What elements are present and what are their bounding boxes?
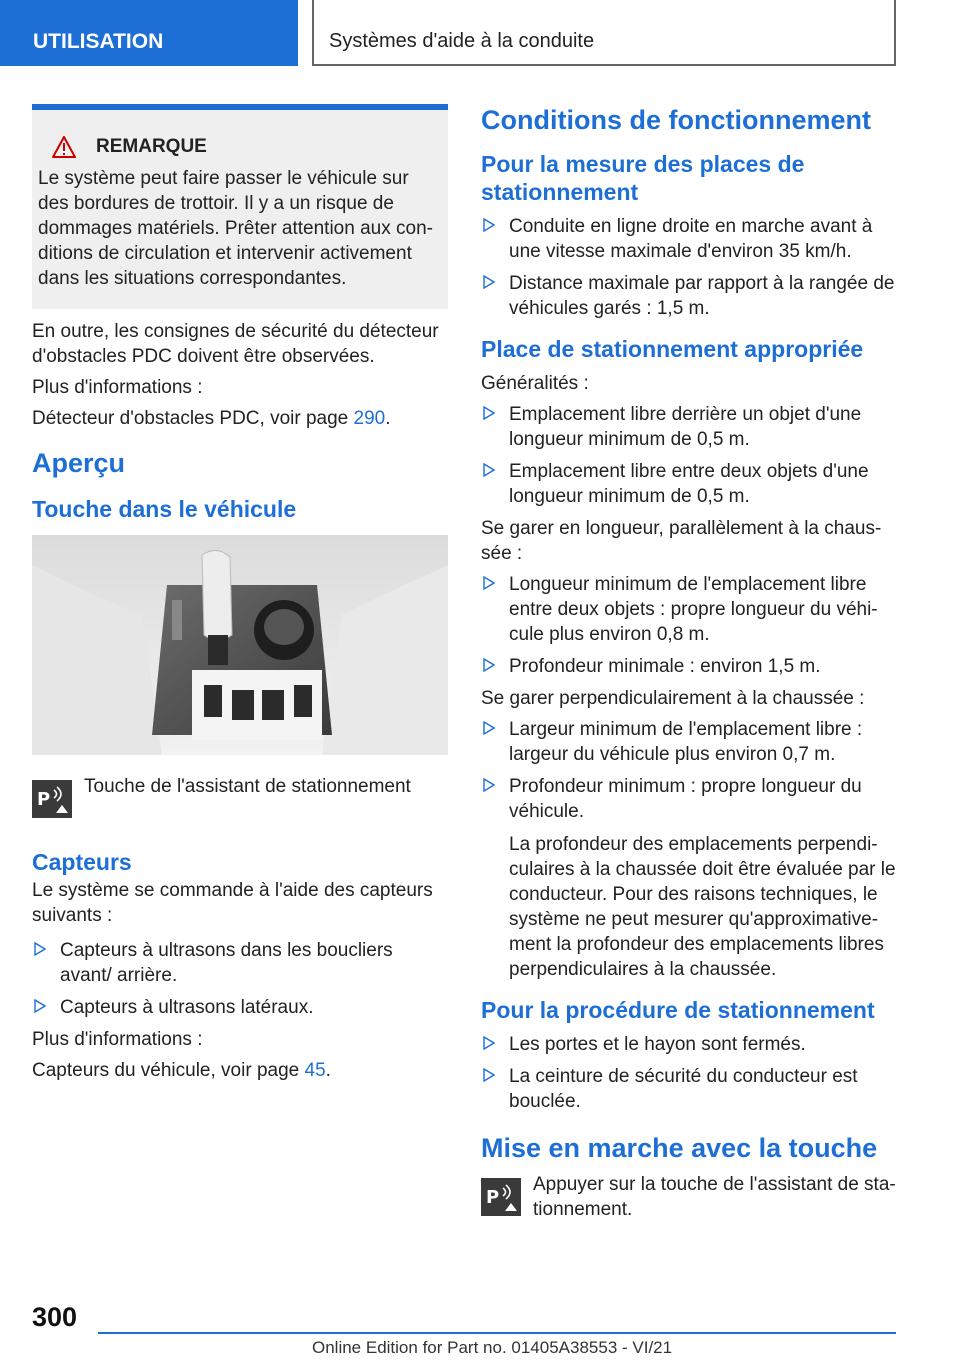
- procedure-list: [481, 1032, 896, 1114]
- list-item: [481, 214, 896, 264]
- sensors-list: [32, 938, 448, 1020]
- svg-text:P: P: [486, 1187, 500, 1208]
- sensors-intro: Le système se commande à l'aide des capteurs suivants :: [32, 880, 433, 926]
- page-header: [0, 0, 960, 66]
- list-item-text: Emplacement libre derrière un objet d'une longueur minimum de 0,5 m.: [509, 404, 862, 450]
- notice-header: [52, 136, 438, 158]
- bullet-triangle-icon: [483, 1036, 495, 1050]
- general-list: [481, 402, 896, 509]
- list-item: [481, 654, 896, 679]
- list-item: [32, 938, 448, 988]
- list-item: [481, 717, 896, 767]
- heading-start-with-button: Mise en marche avec la touche: [481, 1133, 878, 1163]
- bullet-triangle-icon: [483, 406, 495, 420]
- heading-suitable-space: Place de stationnement appropriée: [481, 336, 864, 362]
- list-item-text: Distance maximale par rapport à la rangée de véhicules garés : 1,5 m.: [509, 273, 895, 319]
- bullet-triangle-icon: [483, 218, 495, 232]
- heading-procedure: Pour la procédure de stationnement: [481, 997, 875, 1023]
- list-item-text: Capteurs à ultrasons latéraux.: [60, 997, 314, 1018]
- chapter-title: Systèmes d'aide à la conduite: [329, 30, 595, 52]
- list-item-text: Conduite en ligne droite en marche avant à une vitesse maximale d'environ 35 km/h.: [509, 216, 873, 262]
- perpendicular-label: Se garer perpendiculairement à la chaussée :: [481, 688, 865, 709]
- list-item: [481, 1032, 896, 1057]
- list-item-text: Profondeur minimum : propre longueur du véhicule.: [509, 776, 862, 822]
- bullet-triangle-icon: [483, 275, 495, 289]
- list-item-text: Profondeur minimale : environ 1,5 m.: [509, 656, 821, 677]
- button-caption-row: [32, 774, 448, 818]
- paragraph-more-info-2: Plus d'informations :: [32, 1029, 203, 1050]
- list-item: [481, 572, 896, 647]
- parking-assistant-icon: [481, 1178, 521, 1216]
- chapter-box: [312, 0, 896, 66]
- paragraph-safety: En outre, les consignes de sécurité du détecteur d'obstacles PDC doivent être observées.: [32, 321, 439, 367]
- notice-box: [32, 104, 448, 309]
- notice-title: REMARQUE: [96, 136, 207, 157]
- list-item-text: La ceinture de sécurité du conducteur est bouclée.: [509, 1066, 858, 1112]
- bullet-triangle-icon: [483, 721, 495, 735]
- list-item: [481, 271, 896, 321]
- reference-end: .: [385, 408, 391, 429]
- list-item: [481, 402, 896, 452]
- list-item-text: Emplacement libre entre deux objets d'une longueur minimum de 0,5 m.: [509, 461, 869, 507]
- heading-conditions: Conditions de fonctionnement: [481, 105, 871, 135]
- bullet-triangle-icon: [34, 942, 46, 956]
- bullet-triangle-icon: [34, 999, 46, 1013]
- button-caption: Touche de l'assistant de stationnement: [84, 776, 411, 797]
- svg-text:P: P: [37, 789, 51, 810]
- list-item-text: Les portes et le hayon sont fermés.: [509, 1034, 806, 1055]
- page-link-290[interactable]: 290: [353, 408, 386, 429]
- paragraph-sensors-reference: [32, 1058, 448, 1083]
- list-item: [481, 774, 896, 982]
- parallel-list: [481, 572, 896, 679]
- bullet-triangle-icon: [483, 1068, 495, 1082]
- center-console-photo: [32, 535, 448, 755]
- bullet-triangle-icon: [483, 658, 495, 672]
- reference-end: .: [325, 1060, 331, 1081]
- list-item-text: Capteurs à ultrasons dans les boucliers avant/ arrière.: [60, 940, 393, 986]
- page-number: 300: [32, 1302, 78, 1332]
- general-label: Généralités :: [481, 373, 589, 394]
- right-column: [481, 104, 896, 1222]
- list-item: [481, 459, 896, 509]
- footer-edition: Online Edition for Part no. 01405A38553 - VI/21: [312, 1338, 673, 1357]
- measure-list: [481, 214, 896, 321]
- heading-measure: Pour la mesure des places de stationnement: [481, 151, 805, 205]
- parallel-label: Se garer en longueur, parallèlement à la chaus-sée :: [481, 518, 882, 564]
- section-tab: UTILISATION: [0, 0, 298, 66]
- warning-triangle-icon: [52, 136, 76, 158]
- parking-assistant-icon: [32, 780, 72, 818]
- start-row: [481, 1172, 896, 1222]
- footer-rule: [98, 1332, 896, 1334]
- paragraph-pdc-reference: [32, 406, 448, 431]
- heading-button-in-vehicle: Touche dans le véhicule: [32, 496, 297, 522]
- notice-text: Le système peut faire passer le véhicule sur des bordures de trottoir. Il y a un risque de dommages matériels. Prêter attention aux con-ditions de circulation et intervenir activement dans les situations correspondantes.: [38, 168, 433, 289]
- paragraph-more-info: Plus d'informations :: [32, 377, 203, 398]
- reference-text: Capteurs du véhicule, voir page: [32, 1060, 305, 1081]
- list-item: [481, 1064, 896, 1114]
- page-link-45[interactable]: 45: [304, 1060, 326, 1081]
- perpendicular-list: [481, 717, 896, 982]
- bullet-triangle-icon: [483, 778, 495, 792]
- left-column: [32, 104, 448, 1089]
- heading-sensors: Capteurs: [32, 849, 132, 875]
- heading-overview: Aperçu: [32, 448, 126, 478]
- bullet-triangle-icon: [483, 463, 495, 477]
- list-item-text: Largeur minimum de l'emplacement libre : largeur du véhicule plus environ 0,7 m.: [509, 719, 863, 765]
- start-instruction: Appuyer sur la touche de l'assistant de sta-tionnement.: [533, 1174, 896, 1220]
- perpendicular-note: La profondeur des emplacements perpendi-culaires à la chaussée doit être évaluée par le conducteur. Pour des raisons techniques, le système ne peut mesurer qu'approximative-ment la profondeur des emplacements libres perpendiculaires à la chaussée.: [509, 834, 896, 980]
- list-item-text: Longueur minimum de l'emplacement libre entre deux objets : propre longueur du véhi-cule plus environ 0,8 m.: [509, 574, 878, 645]
- bullet-triangle-icon: [483, 576, 495, 590]
- list-item: [32, 995, 448, 1020]
- reference-text: Détecteur d'obstacles PDC, voir page: [32, 408, 354, 429]
